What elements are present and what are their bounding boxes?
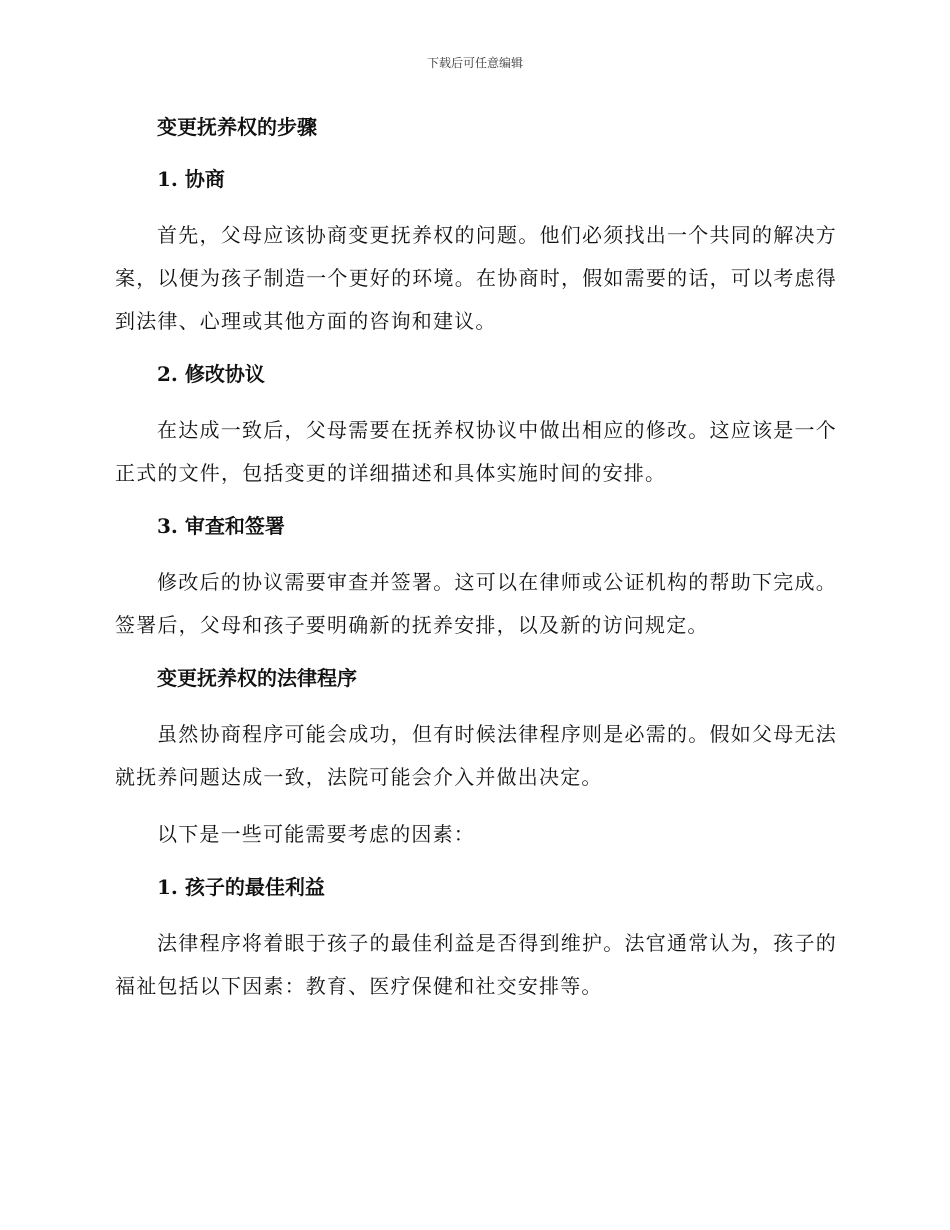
- page-header: 下载后可任意编辑: [426, 56, 523, 70]
- step-heading-review: 3. 审查和签署: [157, 514, 285, 538]
- document-body: [115, 110, 837, 1008]
- paragraph-legal: 虽然协商程序可能会成功，但有时候法律程序则是必需的。假如父母无法就抚养问题达成一致，法院可能会介入并做出决定。: [115, 722, 837, 789]
- step-heading-negotiate: 1. 协商: [157, 167, 225, 191]
- paragraph-negotiate: 首先，父母应该协商变更抚养权的问题。他们必须找出一个共同的解决方案，以便为孩子制造一个更好的环境。在协商时，假如需要的话，可以考虑得到法律、心理或其他方面的咨询和建议。: [115, 223, 837, 333]
- step-heading-modify: 2. 修改协议: [157, 362, 265, 386]
- paragraph-best-interest: 法律程序将着眼于孩子的最佳利益是否得到维护。法官通常认为，孩子的福祉包括以下因素：教育、医疗保健和社交安排等。: [115, 931, 837, 998]
- paragraph-factors-intro: 以下是一些可能需要考虑的因素：: [157, 822, 475, 846]
- factor-heading-best-interest: 1. 孩子的最佳利益: [157, 875, 325, 899]
- paragraph-modify: 在达成一致后，父母需要在抚养权协议中做出相应的修改。这应该是一个正式的文件，包括变更的详细描述和具体实施时间的安排。: [115, 418, 837, 485]
- section-heading-steps: 变更抚养权的步骤: [157, 115, 317, 139]
- section-heading-legal: 变更抚养权的法律程序: [157, 666, 357, 690]
- paragraph-review: 修改后的协议需要审查并签署。这可以在律师或公证机构的帮助下完成。签署后，父母和孩子要明确新的抚养安排，以及新的访问规定。: [115, 570, 837, 637]
